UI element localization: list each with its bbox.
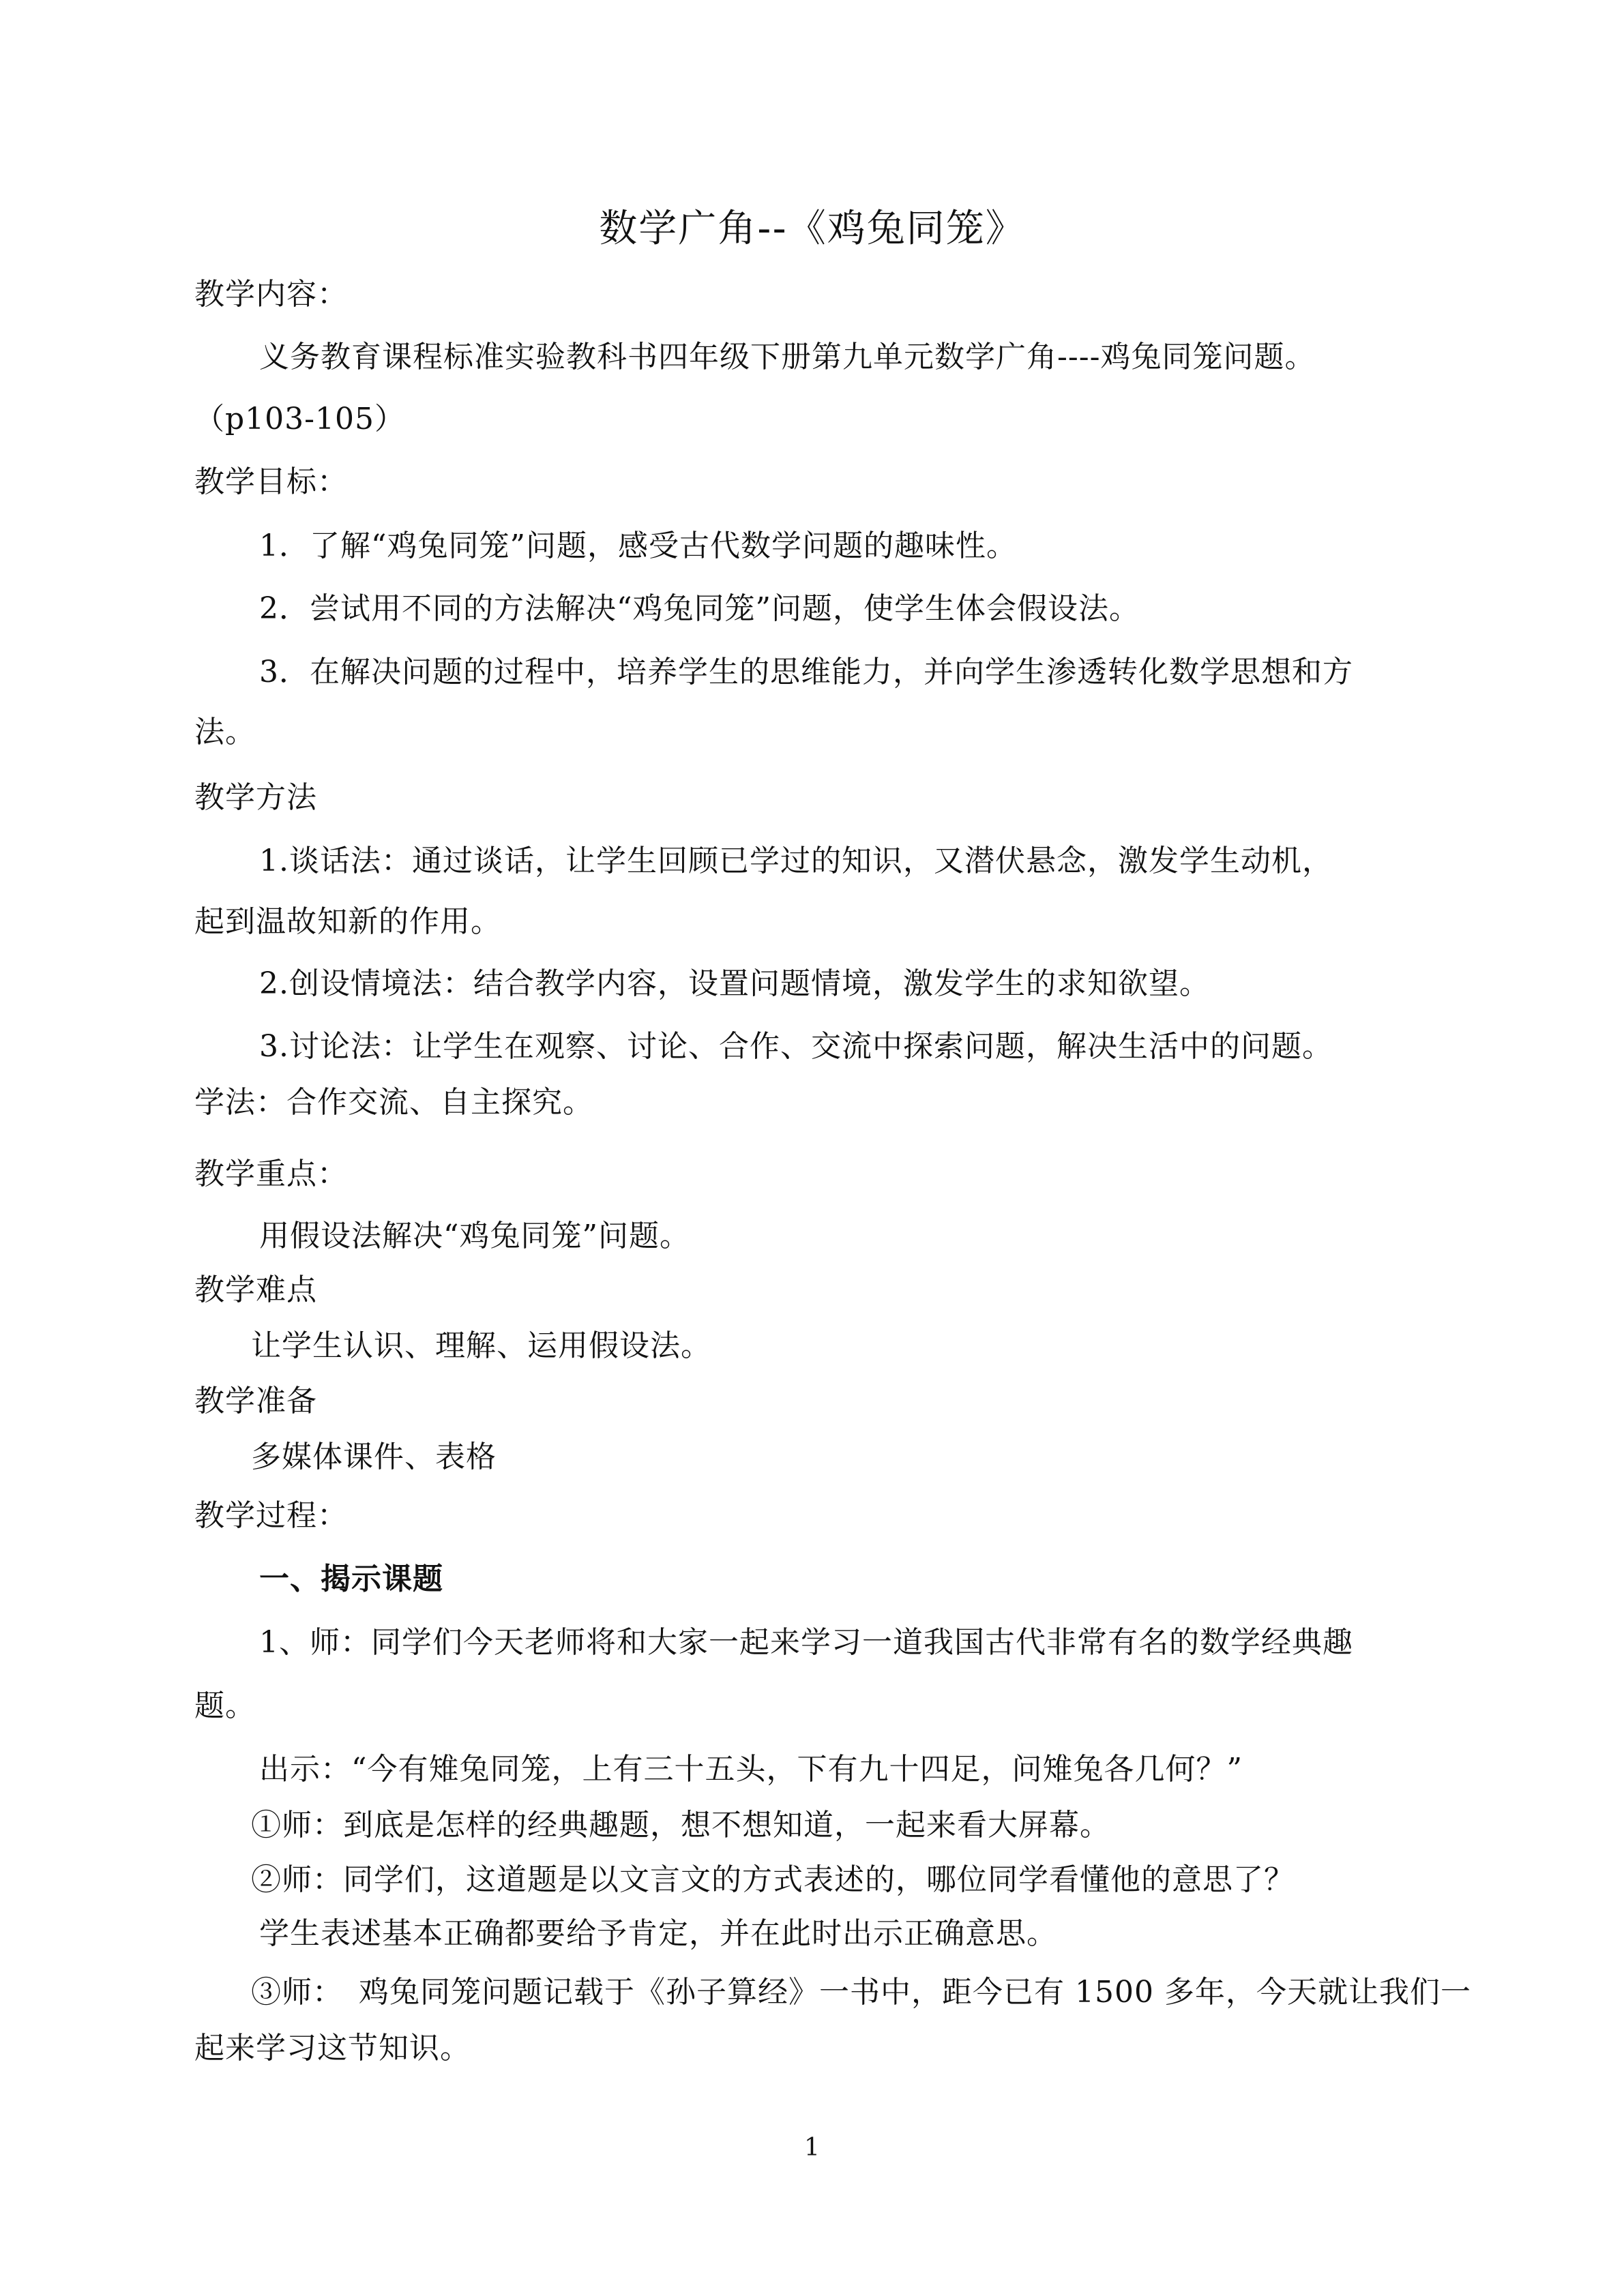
key-point-text: 用假设法解决“鸡兔同笼”问题。 [259, 1219, 690, 1253]
preparation-text: 多媒体课件、表格 [251, 1440, 497, 1474]
goal-item-3-line-2: 法。 [194, 715, 256, 749]
content-line-1: 义务教育课程标准实验教科书四年级下册第九单元数学广角----鸡兔同笼问题。 [259, 340, 1316, 374]
teacher-note: 学生表述基本正确都要给予肯定，并在此时出示正确意思。 [259, 1916, 1057, 1951]
goal-item-1: 1．了解“鸡兔同笼”问题，感受古代数学问题的趣味性。 [259, 528, 1017, 563]
difficulty-text: 让学生认识、理解、运用假设法。 [251, 1328, 711, 1363]
teacher-line-3-line-1: ③师： 鸡兔同笼问题记载于《孙子算经》一书中，距今已有 1500 多年，今天就让我们一 [251, 1975, 1471, 2010]
problem-display: 出示：“今有雉兔同笼，上有三十五头，下有九十四足，问雉兔各几何？” [259, 1752, 1243, 1787]
key-point-heading: 教学重点： [194, 1157, 348, 1191]
process-paragraph-1-line-1: 1、师：同学们今天老师将和大家一起来学习一道我国古代非常有名的数学经典趣 [259, 1625, 1353, 1660]
process-paragraph-1-line-2: 题。 [194, 1688, 256, 1723]
process-heading: 教学过程： [194, 1498, 348, 1533]
teacher-line-2: ②师：同学们，这道题是以文言文的方式表述的，哪位同学看懂他的意思了？ [251, 1862, 1295, 1897]
page-number: 1 [804, 2134, 820, 2162]
content-heading: 教学内容： [194, 277, 348, 312]
goal-item-2: 2．尝试用不同的方法解决“鸡兔同笼”问题，使学生体会假设法。 [259, 591, 1140, 626]
method-item-2: 2.创设情境法：结合教学内容，设置问题情境，激发学生的求知欲望。 [259, 966, 1210, 1001]
teacher-line-1: ①师：到底是怎样的经典趣题，想不想知道，一起来看大屏幕。 [251, 1808, 1110, 1843]
part-1-title: 一、揭示课题 [259, 1562, 443, 1596]
document-title: 数学广角--《鸡兔同笼》 [599, 207, 1025, 251]
goal-item-3-line-1: 3．在解决问题的过程中，培养学生的思维能力，并向学生渗透转化数学思想和方 [259, 655, 1353, 689]
content-line-2: （p103-105） [194, 402, 405, 436]
study-method: 学法：合作交流、自主探究。 [194, 1085, 593, 1120]
method-item-1-line-1: 1.谈话法：通过谈话，让学生回顾已学过的知识，又潜伏悬念，激发学生动机， [259, 844, 1333, 878]
preparation-heading: 教学准备 [194, 1384, 317, 1418]
difficulty-heading: 教学难点 [194, 1272, 317, 1307]
teacher-line-3-line-2: 起来学习这节知识。 [194, 2031, 471, 2066]
goals-heading: 教学目标： [194, 464, 348, 499]
methods-heading: 教学方法 [194, 780, 317, 815]
method-item-1-line-2: 起到温故知新的作用。 [194, 904, 501, 939]
method-item-3: 3.讨论法：让学生在观察、讨论、合作、交流中探索问题，解决生活中的问题。 [259, 1029, 1333, 1064]
